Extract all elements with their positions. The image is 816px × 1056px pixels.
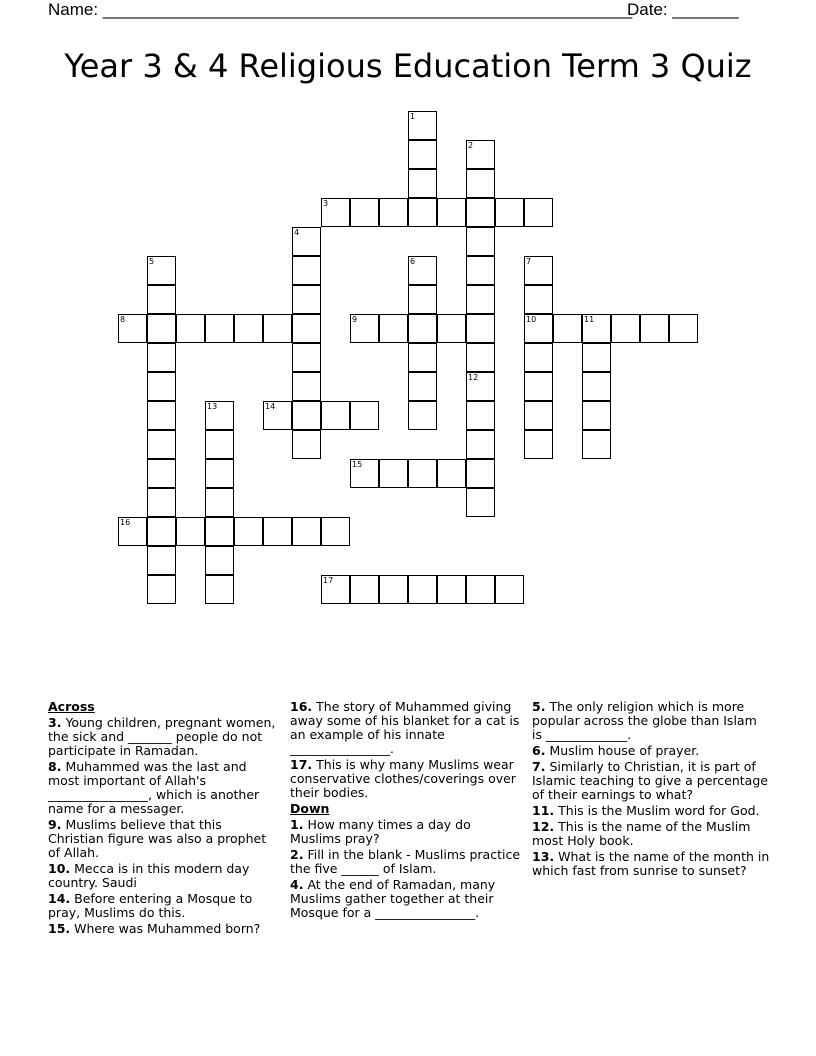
crossword-cell[interactable]	[524, 343, 553, 372]
down-heading: Down	[290, 801, 330, 816]
clue-number: 10	[526, 315, 537, 324]
crossword-cell[interactable]	[147, 343, 176, 372]
clue-down-6: 6. Muslim house of prayer.	[532, 743, 700, 758]
clue-number: 7	[526, 257, 532, 266]
crossword-cell[interactable]	[147, 372, 176, 401]
clue-number: 5	[149, 257, 155, 266]
crossword-cell[interactable]	[582, 314, 611, 343]
crossword-cell[interactable]	[292, 401, 321, 430]
crossword-cell[interactable]	[292, 372, 321, 401]
crossword-cell[interactable]	[466, 285, 495, 314]
clue-across-15: 15. Where was Muhammed born?	[48, 921, 261, 936]
crossword-cell[interactable]	[524, 198, 553, 227]
crossword-cell[interactable]	[437, 314, 466, 343]
crossword-cell[interactable]	[408, 256, 437, 285]
clue-across-9: 9. Muslims believe that this Christian figure was also a prophet of Allah.	[48, 817, 267, 860]
clue-number: 4	[294, 228, 300, 237]
crossword-cell[interactable]	[466, 169, 495, 198]
crossword-cell[interactable]	[408, 111, 437, 140]
crossword-cell[interactable]	[408, 343, 437, 372]
crossword-cell[interactable]	[466, 227, 495, 256]
header	[48, 0, 768, 20]
crossword-cell[interactable]	[147, 517, 176, 546]
crossword-cell[interactable]	[263, 314, 292, 343]
crossword-cell[interactable]	[553, 314, 582, 343]
crossword-cell[interactable]	[147, 430, 176, 459]
crossword-cell[interactable]	[147, 285, 176, 314]
crossword-cell[interactable]	[147, 459, 176, 488]
clue-down-1: 1. How many times a day do Muslims pray?	[290, 817, 471, 846]
crossword-cell[interactable]	[234, 314, 263, 343]
crossword-cell[interactable]	[321, 198, 350, 227]
clue-number: 8	[120, 315, 126, 324]
crossword-cell[interactable]	[466, 256, 495, 285]
crossword-cell[interactable]	[466, 459, 495, 488]
clue-down-13: 13. What is the name of the month in which fast from sunrise to sunset?	[532, 849, 770, 878]
clue-number: 1	[410, 112, 416, 121]
crossword-cell[interactable]	[350, 575, 379, 604]
crossword-cell[interactable]	[466, 401, 495, 430]
clue-column-1	[48, 700, 276, 938]
crossword-cell[interactable]	[205, 430, 234, 459]
crossword-cell[interactable]	[466, 430, 495, 459]
crossword-cell[interactable]	[205, 459, 234, 488]
clue-across-3: 3. Young children, pregnant women, the sick and _______ people do not participate in Ramadan.	[48, 715, 276, 758]
crossword-cell[interactable]	[118, 517, 147, 546]
crossword-cell[interactable]	[292, 256, 321, 285]
crossword-cell[interactable]	[292, 517, 321, 546]
crossword-cell[interactable]	[408, 169, 437, 198]
clue-across-17: 17. This is why many Muslims wear conservative clothes/coverings over their bodies.	[290, 757, 516, 800]
crossword-cell[interactable]	[292, 343, 321, 372]
crossword-cell[interactable]	[466, 198, 495, 227]
clue-across-16: 16. The story of Muhammed giving away some of his blanket for a cat is an example of his innate ________________.	[290, 699, 520, 756]
clue-down-2: 2. Fill in the blank - Muslims practice the five ______ of Islam.	[290, 847, 521, 876]
clue-column-3	[532, 700, 770, 880]
clue-number: 6	[410, 257, 416, 266]
clue-column-2	[290, 700, 522, 922]
clue-down-11: 11. This is the Muslim word for God.	[532, 803, 760, 818]
clue-number: 11	[584, 315, 595, 324]
crossword-cell[interactable]	[205, 401, 234, 430]
crossword-cell[interactable]	[321, 401, 350, 430]
clue-number: 15	[352, 460, 363, 469]
crossword-cell[interactable]	[292, 285, 321, 314]
crossword-cell[interactable]	[640, 314, 669, 343]
crossword-cell[interactable]	[495, 575, 524, 604]
crossword-cell[interactable]	[408, 140, 437, 169]
crossword-cell[interactable]	[495, 198, 524, 227]
clue-number: 12	[468, 373, 479, 382]
crossword-cell[interactable]	[582, 430, 611, 459]
page-title: Year 3 & 4 Religious Education Term 3 Quiz	[64, 47, 752, 85]
crossword-cell[interactable]	[205, 517, 234, 546]
crossword-cell[interactable]	[524, 314, 553, 343]
crossword-cell[interactable]	[147, 575, 176, 604]
crossword-cell[interactable]	[466, 372, 495, 401]
crossword-cell[interactable]	[408, 372, 437, 401]
crossword-cell[interactable]	[466, 343, 495, 372]
crossword-cell[interactable]	[379, 314, 408, 343]
crossword-cell[interactable]	[350, 401, 379, 430]
crossword-cell[interactable]	[350, 198, 379, 227]
crossword-cell[interactable]	[611, 314, 640, 343]
crossword-cell[interactable]	[437, 198, 466, 227]
clue-across-14: 14. Before entering a Mosque to pray, Muslims do this.	[48, 891, 253, 920]
crossword-cell[interactable]	[524, 256, 553, 285]
across-heading: Across	[48, 699, 95, 714]
crossword-cell[interactable]	[234, 517, 263, 546]
crossword-cell[interactable]	[350, 314, 379, 343]
crossword-cell[interactable]	[466, 488, 495, 517]
crossword-cell[interactable]	[437, 575, 466, 604]
crossword-cell[interactable]	[524, 372, 553, 401]
name-field[interactable]: Name: ________________________________________________________	[48, 0, 633, 19]
crossword-cell[interactable]	[466, 575, 495, 604]
crossword-cell[interactable]	[263, 401, 292, 430]
crossword-cell[interactable]	[379, 575, 408, 604]
clue-across-10: 10. Mecca is in this modern day country. Saudi	[48, 861, 250, 890]
clue-number: 9	[352, 315, 358, 324]
crossword-cell[interactable]	[292, 314, 321, 343]
crossword-cell[interactable]	[205, 314, 234, 343]
clue-down-5: 5. The only religion which is more popular across the globe than Islam is _____________.	[532, 699, 757, 742]
crossword-cell[interactable]	[147, 546, 176, 575]
crossword-cell[interactable]	[524, 285, 553, 314]
crossword-cell[interactable]	[292, 227, 321, 256]
crossword-cell[interactable]	[466, 314, 495, 343]
crossword-cell[interactable]	[408, 198, 437, 227]
clue-number: 2	[468, 141, 474, 150]
crossword-cell[interactable]	[408, 285, 437, 314]
crossword-cell[interactable]	[408, 401, 437, 430]
crossword-cell[interactable]	[205, 488, 234, 517]
clue-number: 3	[323, 199, 329, 208]
clue-down-7: 7. Similarly to Christian, it is part of Islamic teaching to give a percentage of their earnings to what?	[532, 759, 768, 802]
crossword-cell[interactable]	[205, 546, 234, 575]
crossword-cell[interactable]	[263, 517, 292, 546]
crossword-cell[interactable]	[176, 517, 205, 546]
clue-number: 13	[207, 402, 218, 411]
crossword-cell[interactable]	[147, 401, 176, 430]
crossword-cell[interactable]	[147, 256, 176, 285]
crossword-cell[interactable]	[408, 459, 437, 488]
clue-number: 14	[265, 402, 276, 411]
crossword-cell[interactable]	[669, 314, 698, 343]
crossword-cell[interactable]	[118, 314, 147, 343]
crossword-cell[interactable]	[205, 575, 234, 604]
crossword-cell[interactable]	[176, 314, 205, 343]
clue-down-4: 4. At the end of Ramadan, many Muslims gather together at their Mosque for a ________________.	[290, 877, 496, 920]
crossword-cell[interactable]	[147, 488, 176, 517]
crossword-cell[interactable]	[147, 314, 176, 343]
crossword-cell[interactable]	[350, 459, 379, 488]
clue-number: 17	[323, 576, 334, 585]
crossword-cell[interactable]	[321, 575, 350, 604]
crossword-cell[interactable]	[379, 198, 408, 227]
crossword-cell[interactable]	[321, 517, 350, 546]
clue-down-12: 12. This is the name of the Muslim most Holy book.	[532, 819, 751, 848]
clue-number: 16	[120, 518, 131, 527]
clue-across-8: 8. Muhammed was the last and most important of Allah's ________________, which is another name for a messager.	[48, 759, 260, 816]
crossword-cell[interactable]	[582, 343, 611, 372]
crossword-cell[interactable]	[292, 430, 321, 459]
crossword-cell[interactable]	[408, 575, 437, 604]
crossword-cell[interactable]	[582, 401, 611, 430]
crossword-cell[interactable]	[582, 372, 611, 401]
crossword-cell[interactable]	[466, 140, 495, 169]
crossword-cell[interactable]	[408, 314, 437, 343]
crossword-cell[interactable]	[437, 459, 466, 488]
crossword-cell[interactable]	[524, 401, 553, 430]
crossword-cell[interactable]	[524, 430, 553, 459]
crossword-cell[interactable]	[379, 459, 408, 488]
date-field[interactable]: Date: _______	[627, 0, 739, 19]
